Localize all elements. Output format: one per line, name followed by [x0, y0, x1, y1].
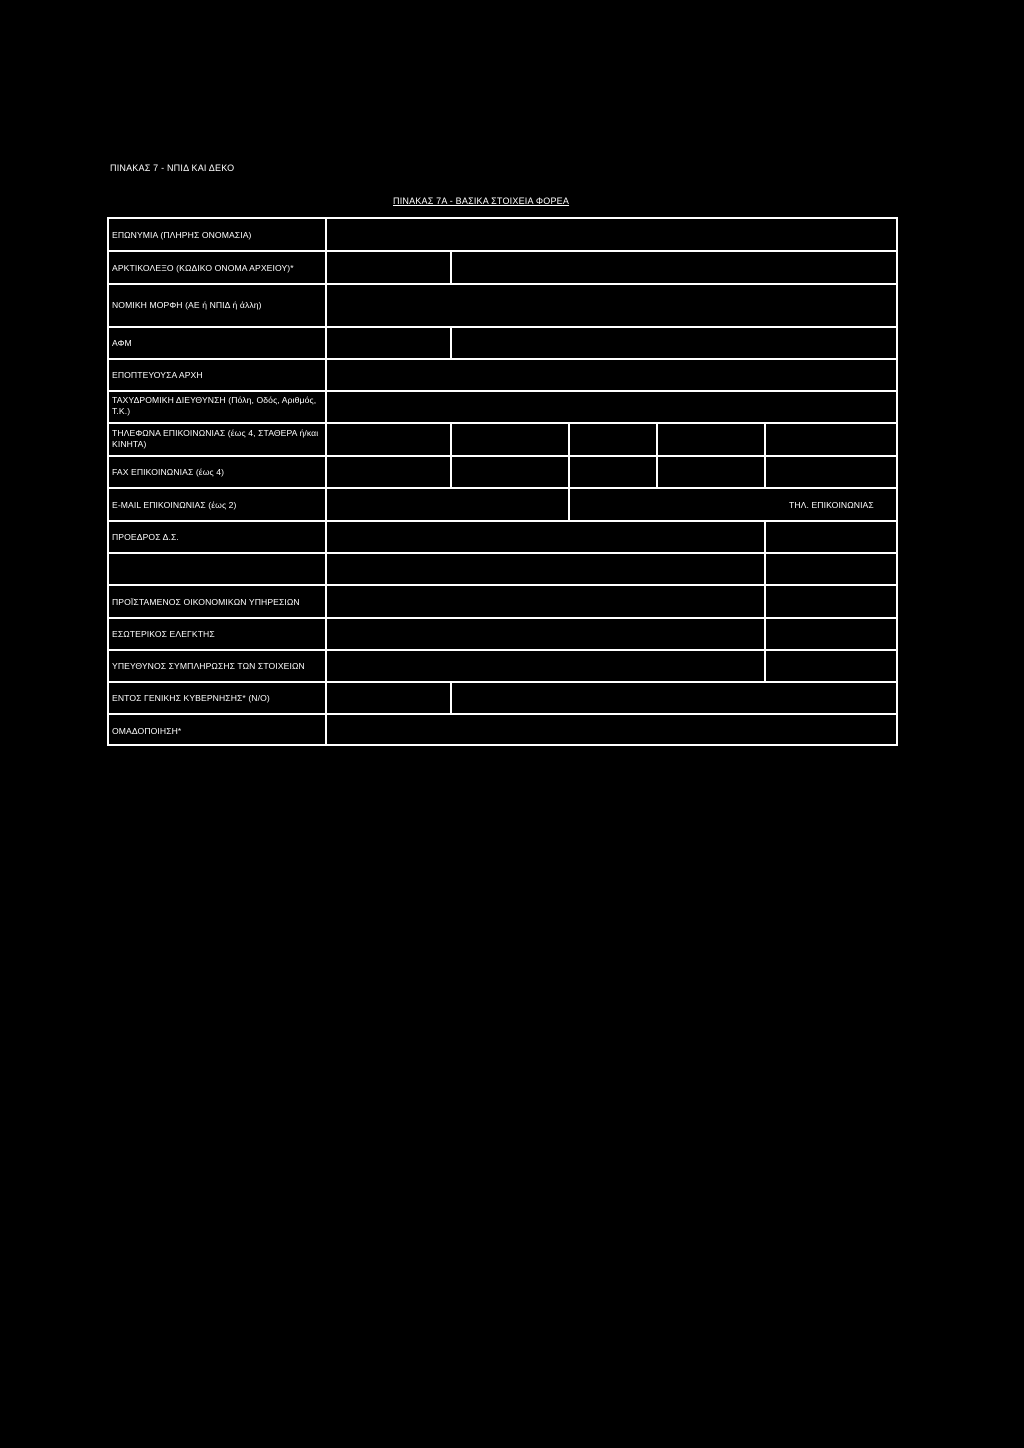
internal-auditor-phone-field[interactable] — [766, 619, 896, 649]
tax-id-field[interactable] — [327, 328, 450, 358]
fax-field-4[interactable] — [658, 457, 764, 487]
row-label-email: E-MAIL ΕΠΙΚΟΙΝΩΝΙΑΣ (έως 2) — [112, 500, 237, 510]
internal-auditor-field[interactable] — [327, 619, 764, 649]
fax-field-1[interactable] — [327, 457, 450, 487]
fax-field-3[interactable] — [570, 457, 656, 487]
data-officer-field[interactable] — [327, 651, 764, 681]
page-title: ΠΙΝΑΚΑΣ 7 - ΝΠΙΔ ΚΑΙ ΔΕΚΟ — [110, 163, 235, 173]
row-label-general-government: ΕΝΤΟΣ ΓΕΝΙΚΗΣ ΚΥΒΕΡΝΗΣΗΣ* (Ν/Ο) — [112, 693, 270, 703]
row-label-tax-id: ΑΦΜ — [112, 338, 132, 348]
phone-field-5[interactable] — [766, 424, 896, 455]
grouping-field[interactable] — [327, 715, 896, 744]
table-title: ΠΙΝΑΚΑΣ 7Α - ΒΑΣΙΚΑ ΣΤΟΙΧΕΙΑ ΦΟΡΕΑ — [393, 196, 570, 206]
acronym-field[interactable] — [327, 252, 450, 283]
row-label-acronym: ΑΡΚΤΙΚΟΛΕΞΟ (ΚΩΔΙΚΟ ΟΝΟΜΑ ΑΡΧΕΙΟΥ)* — [112, 263, 294, 273]
phone-field-1[interactable] — [327, 424, 450, 455]
phone-field-2[interactable] — [452, 424, 568, 455]
blank-row-phone-field[interactable] — [766, 554, 896, 584]
finance-head-phone-field[interactable] — [766, 586, 896, 617]
row-label-internal-auditor: ΕΣΩΤΕΡΙΚΟΣ ΕΛΕΓΚΤΗΣ — [112, 629, 215, 639]
tax-id-extra-field[interactable] — [452, 328, 896, 358]
row-label-postal-address: ΤΑΧΥΔΡΟΜΙΚΗ ΔΙΕΥΘΥΝΣΗ (Πόλη, Οδός, Αριθμός, Τ.Κ.) — [112, 395, 317, 416]
board-chair-field[interactable] — [327, 522, 764, 552]
legal-form-field[interactable] — [327, 285, 896, 326]
supervising-authority-field[interactable] — [327, 360, 896, 390]
data-officer-phone-field[interactable] — [766, 651, 896, 681]
board-chair-phone-field[interactable] — [766, 522, 896, 552]
fax-field-2[interactable] — [452, 457, 568, 487]
general-government-field[interactable] — [327, 683, 450, 713]
entity-details-table — [107, 217, 898, 746]
row-label-full-name: ΕΠΩΝΥΜΙΑ (ΠΛΗΡΗΣ ΟΝΟΜΑΣΙΑ) — [112, 230, 252, 240]
row-label-data-officer: ΥΠΕΥΘΥΝΟΣ ΣΥΜΠΛΗΡΩΣΗΣ ΤΩΝ ΣΤΟΙΧΕΙΩΝ — [112, 661, 305, 671]
acronym-extra-field[interactable] — [452, 252, 896, 283]
finance-head-field[interactable] — [327, 586, 764, 617]
row-label-board-chair: ΠΡΟΕΔΡΟΣ Δ.Σ. — [112, 532, 179, 542]
row-label-fax: FAX ΕΠΙΚΟΙΝΩΝΙΑΣ (έως 4) — [112, 467, 225, 477]
row-label-grouping: ΟΜΑΔΟΠΟΙΗΣΗ* — [112, 726, 182, 736]
postal-address-field[interactable] — [327, 392, 896, 422]
fax-field-5[interactable] — [766, 457, 896, 487]
full-name-field[interactable] — [327, 219, 896, 250]
email-field-1[interactable] — [327, 489, 568, 520]
row-label-contact-phone: ΤΗΛ. ΕΠΙΚΟΙΝΩΝΙΑΣ — [789, 500, 874, 510]
general-government-extra-field[interactable] — [452, 683, 896, 713]
phone-field-3[interactable] — [570, 424, 656, 455]
row-label-legal-form: ΝΟΜΙΚΗ ΜΟΡΦΗ (ΑΕ ή ΝΠΙΔ ή άλλη) — [112, 300, 262, 310]
row-label-finance-head: ΠΡΟΪΣΤΑΜΕΝΟΣ ΟΙΚΟΝΟΜΙΚΩΝ ΥΠΗΡΕΣΙΩΝ — [112, 597, 300, 607]
blank-row-field[interactable] — [327, 554, 764, 584]
row-label-supervising-authority: ΕΠΟΠΤΕΥΟΥΣΑ ΑΡΧΗ — [112, 370, 203, 380]
email-field-2[interactable] — [570, 489, 764, 520]
row-label-phones: ΤΗΛΕΦΩΝΑ ΕΠΙΚΟΙΝΩΝΙΑΣ (έως 4, ΣΤΑΘΕΡΑ ή/και ΚΙΝΗΤΑ) — [112, 428, 319, 449]
phone-field-4[interactable] — [658, 424, 764, 455]
